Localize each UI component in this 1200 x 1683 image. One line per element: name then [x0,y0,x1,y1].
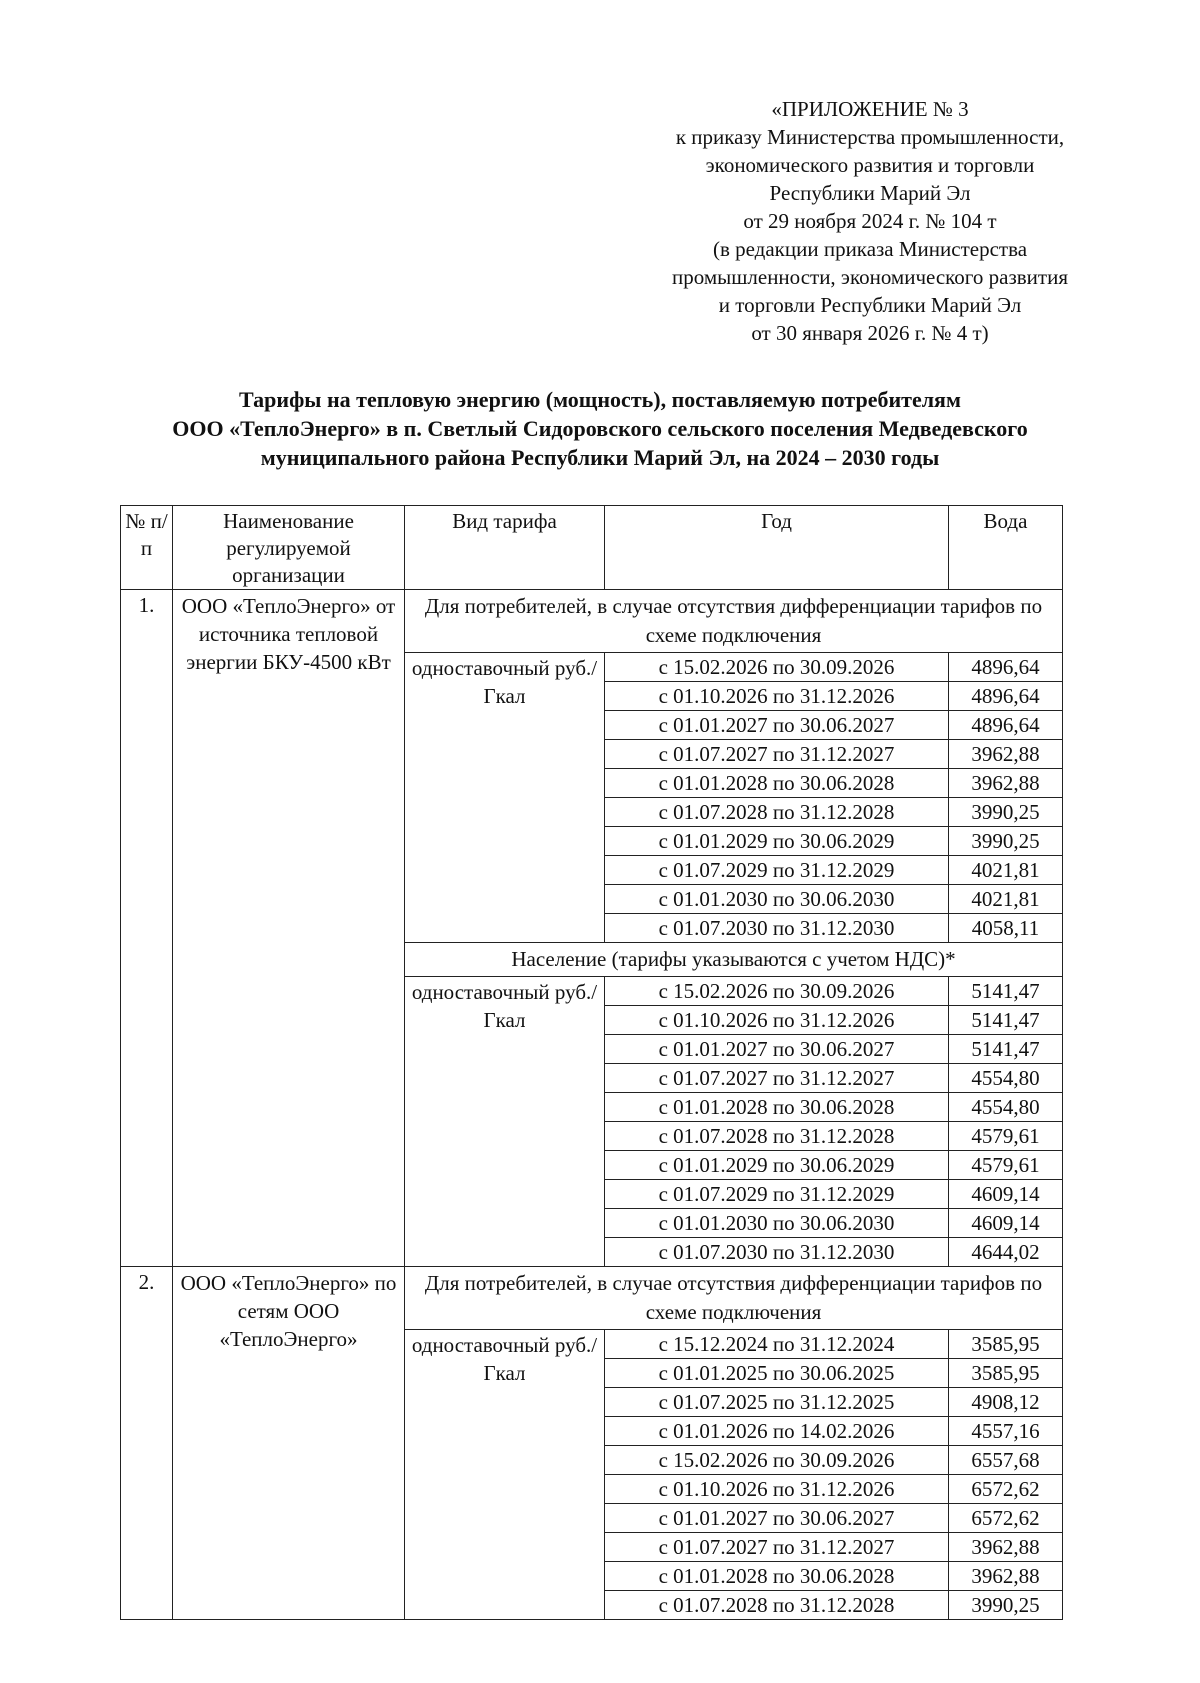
group-header-row [121,590,1063,653]
tariff-type: одноставочный руб./Гкал [405,1330,605,1620]
tariff-period: с 01.01.2028 по 30.06.2028 [605,1562,949,1591]
consumer-group-label: Для потребителей, в случае отсутствия дифференциации тарифов по схеме подключения [405,590,1063,653]
tariff-period: с 15.12.2024 по 31.12.2024 [605,1330,949,1359]
tariff-value: 4058,11 [949,914,1063,943]
tariff-period: с 01.01.2027 по 30.06.2027 [605,1035,949,1064]
tariff-table [120,505,1063,1620]
tariff-period: с 01.07.2030 по 31.12.2030 [605,1238,949,1267]
tariff-period: с 01.10.2026 по 31.12.2026 [605,1006,949,1035]
tariff-period: с 01.01.2027 по 30.06.2027 [605,711,949,740]
tariff-value: 3962,88 [949,740,1063,769]
col-header-water: Вода [949,506,1063,590]
tariff-period: с 01.01.2030 по 30.06.2030 [605,885,949,914]
tariff-value: 3962,88 [949,769,1063,798]
tariff-value: 3585,95 [949,1330,1063,1359]
title-line: муниципального района Республики Марий Эл, на 2024 – 2030 годы [260,445,940,470]
header-line: промышленности, экономического развития [671,265,1068,289]
tariff-value: 6572,62 [949,1504,1063,1533]
tariff-type: одноставочный руб./Гкал [405,653,605,943]
col-header-num: № п/п [121,506,173,590]
header-line: Республики Марий Эл [769,181,971,205]
tariff-value: 4896,64 [949,682,1063,711]
tariff-value: 4579,61 [949,1151,1063,1180]
tariff-period: с 01.07.2028 по 31.12.2028 [605,798,949,827]
header-line: «ПРИЛОЖЕНИЕ № 3 [771,97,969,121]
tariff-value: 6572,62 [949,1475,1063,1504]
tariff-value: 4896,64 [949,653,1063,682]
tariff-type: одноставочный руб./Гкал [405,977,605,1267]
tariff-period: с 01.01.2029 по 30.06.2029 [605,1151,949,1180]
tariff-period: с 01.07.2029 по 31.12.2029 [605,856,949,885]
tariff-period: с 01.10.2026 по 31.12.2026 [605,1475,949,1504]
tariff-period: с 01.01.2030 по 30.06.2030 [605,1209,949,1238]
document-title [80,385,1120,472]
tariff-period: с 01.01.2025 по 30.06.2025 [605,1359,949,1388]
header-line: от 30 января 2026 г. № 4 т) [751,321,989,345]
tariff-value: 4579,61 [949,1122,1063,1151]
tariff-period: с 01.01.2027 по 30.06.2027 [605,1504,949,1533]
tariff-period: с 15.02.2026 по 30.09.2026 [605,1446,949,1475]
tariff-value: 4609,14 [949,1209,1063,1238]
tariff-period: с 01.07.2028 по 31.12.2028 [605,1591,949,1620]
tariff-value: 5141,47 [949,1006,1063,1035]
tariff-period: с 01.01.2028 по 30.06.2028 [605,1093,949,1122]
tariff-period: с 01.07.2028 по 31.12.2028 [605,1122,949,1151]
title-line: ООО «ТеплоЭнерго» в п. Светлый Сидоровского сельского поселения Медведевского [172,416,1028,441]
tariff-period: с 01.07.2027 по 31.12.2027 [605,740,949,769]
col-header-year: Год [605,506,949,590]
tariff-value: 4554,80 [949,1064,1063,1093]
tariff-value: 4021,81 [949,856,1063,885]
consumer-group-label: Для потребителей, в случае отсутствия дифференциации тарифов по схеме подключения [405,1267,1063,1330]
tariff-value: 5141,47 [949,1035,1063,1064]
tariff-value: 5141,47 [949,977,1063,1006]
tariff-value: 4554,80 [949,1093,1063,1122]
tariff-period: с 15.02.2026 по 30.09.2026 [605,977,949,1006]
row-number: 2. [121,1267,173,1620]
tariff-value: 3990,25 [949,798,1063,827]
tariff-period: с 01.01.2028 по 30.06.2028 [605,769,949,798]
tariff-value: 3990,25 [949,1591,1063,1620]
header-line: экономического развития и торговли [705,153,1035,177]
tariff-value: 4896,64 [949,711,1063,740]
tariff-period: с 01.10.2026 по 31.12.2026 [605,682,949,711]
group-header-row [121,1267,1063,1330]
tariff-value: 4557,16 [949,1417,1063,1446]
tariff-value: 4644,02 [949,1238,1063,1267]
tariff-period: с 15.02.2026 по 30.09.2026 [605,653,949,682]
tariff-value: 3962,88 [949,1533,1063,1562]
tariff-period: с 01.07.2027 по 31.12.2027 [605,1064,949,1093]
organization-name: ООО «ТеплоЭнерго» по сетям ООО «ТеплоЭнерго» [173,1267,405,1620]
tariff-value: 3962,88 [949,1562,1063,1591]
col-header-org: Наименование регулируемой организации [173,506,405,590]
col-header-type: Вид тарифа [405,506,605,590]
title-line: Тарифы на тепловую энергию (мощность), поставляемую потребителям [239,387,961,412]
tariff-period: с 01.01.2029 по 30.06.2029 [605,827,949,856]
tariff-period: с 01.01.2026 по 14.02.2026 [605,1417,949,1446]
tariff-period: с 01.07.2027 по 31.12.2027 [605,1533,949,1562]
header-line: (в редакции приказа Министерства [712,237,1028,261]
table-header-row [121,506,1063,590]
consumer-group-label: Население (тарифы указываются с учетом НДС)* [405,943,1063,977]
tariff-value: 3585,95 [949,1359,1063,1388]
row-number: 1. [121,590,173,1267]
tariff-value: 6557,68 [949,1446,1063,1475]
header-line: от 29 ноября 2024 г. № 104 т [743,209,997,233]
appendix-header [620,95,1120,347]
header-line: к приказу Министерства промышленности, [675,125,1065,149]
tariff-value: 4609,14 [949,1180,1063,1209]
tariff-period: с 01.07.2025 по 31.12.2025 [605,1388,949,1417]
tariff-period: с 01.07.2029 по 31.12.2029 [605,1180,949,1209]
organization-name: ООО «ТеплоЭнерго» от источника тепловой энергии БКУ-4500 кВт [173,590,405,1267]
tariff-period: с 01.07.2030 по 31.12.2030 [605,914,949,943]
tariff-value: 3990,25 [949,827,1063,856]
header-line: и торговли Республики Марий Эл [718,293,1022,317]
tariff-value: 4908,12 [949,1388,1063,1417]
tariff-value: 4021,81 [949,885,1063,914]
